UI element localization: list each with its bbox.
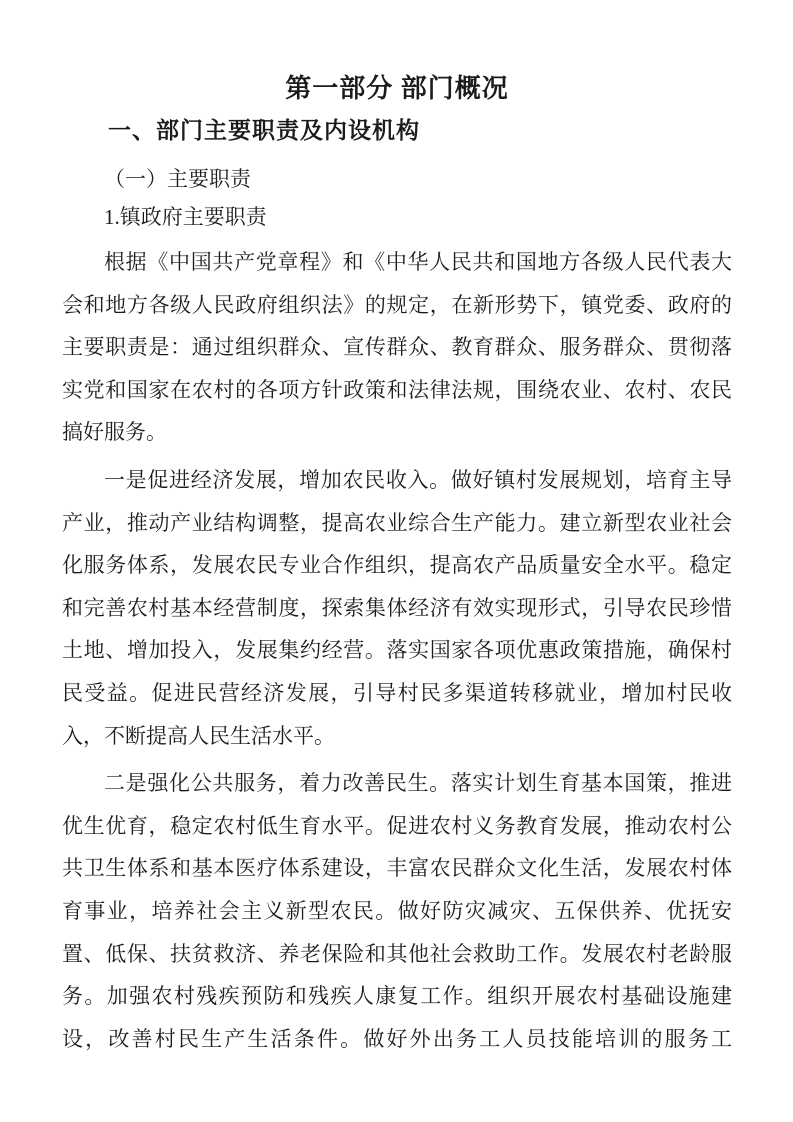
text-line: 主要职责是：通过组织群众、宣传群众、教育群众、服务群众、贯彻落	[62, 335, 732, 360]
text-line: 民受益。促进民营经济发展，引导村民多渠道转移就业，增加村民收	[62, 680, 732, 705]
paragraph-duties-basis	[62, 241, 732, 454]
text-line: 产业，推动产业结构调整，提高农业综合生产能力。建立新型农业社会	[62, 510, 732, 535]
text-line: 二是强化公共服务，着力改善民生。落实计划生育基本国策，推进	[104, 771, 732, 796]
section-heading: 一、部门主要职责及内设机构	[108, 118, 420, 143]
text-line: 搞好服务。	[62, 420, 167, 445]
text-line: 设，改善村民生产生活条件。做好外出务工人员技能培训的服务工	[62, 1026, 732, 1051]
text-line: 共卫生体系和基本医疗体系建设，丰富农民群众文化生活，发展农村体	[62, 856, 732, 881]
text-line: 入，不断提高人民生活水平。	[62, 723, 335, 748]
text-line: 优生优育，稳定农村低生育水平。促进农村义务教育发展，推动农村公	[62, 813, 732, 838]
text-line: 和完善农村基本经营制度，探索集体经济有效实现形式，引导农民珍惜	[62, 595, 732, 620]
text-line: 一是促进经济发展，增加农民收入。做好镇村发展规划，培育主导	[104, 467, 732, 492]
text-line: 实党和国家在农村的各项方针政策和法律法规，围绕农业、农村、农民	[62, 377, 732, 402]
text-line: 化服务体系，发展农民专业合作组织，提高农产品质量安全水平。稳定	[62, 553, 732, 578]
paragraph-public-services	[62, 762, 732, 1060]
document-title: 第一部分 部门概况	[285, 74, 509, 103]
text-line: 土地、增加投入，发展集约经营。落实国家各项优惠政策措施，确保村	[62, 638, 732, 663]
text-line: 根据《中国共产党章程》和《中华人民共和国地方各级人民代表大	[104, 250, 732, 274]
subsection-heading: （一）主要职责	[104, 167, 251, 191]
text-line: 会和地方各级人民政府组织法》的规定，在新形势下，镇党委、政府的	[62, 292, 732, 317]
text-line: 置、低保、扶贫救济、养老保险和其他社会救助工作。发展农村老龄服	[62, 941, 732, 966]
text-line: 务。加强农村残疾预防和残疾人康复工作。组织开展农村基础设施建	[62, 984, 732, 1009]
text-line: 育事业，培养社会主义新型农民。做好防灾减灾、五保供养、优抚安	[62, 898, 732, 923]
item-heading: 1.镇政府主要职责	[104, 205, 267, 229]
paragraph-economic-development	[62, 459, 732, 757]
